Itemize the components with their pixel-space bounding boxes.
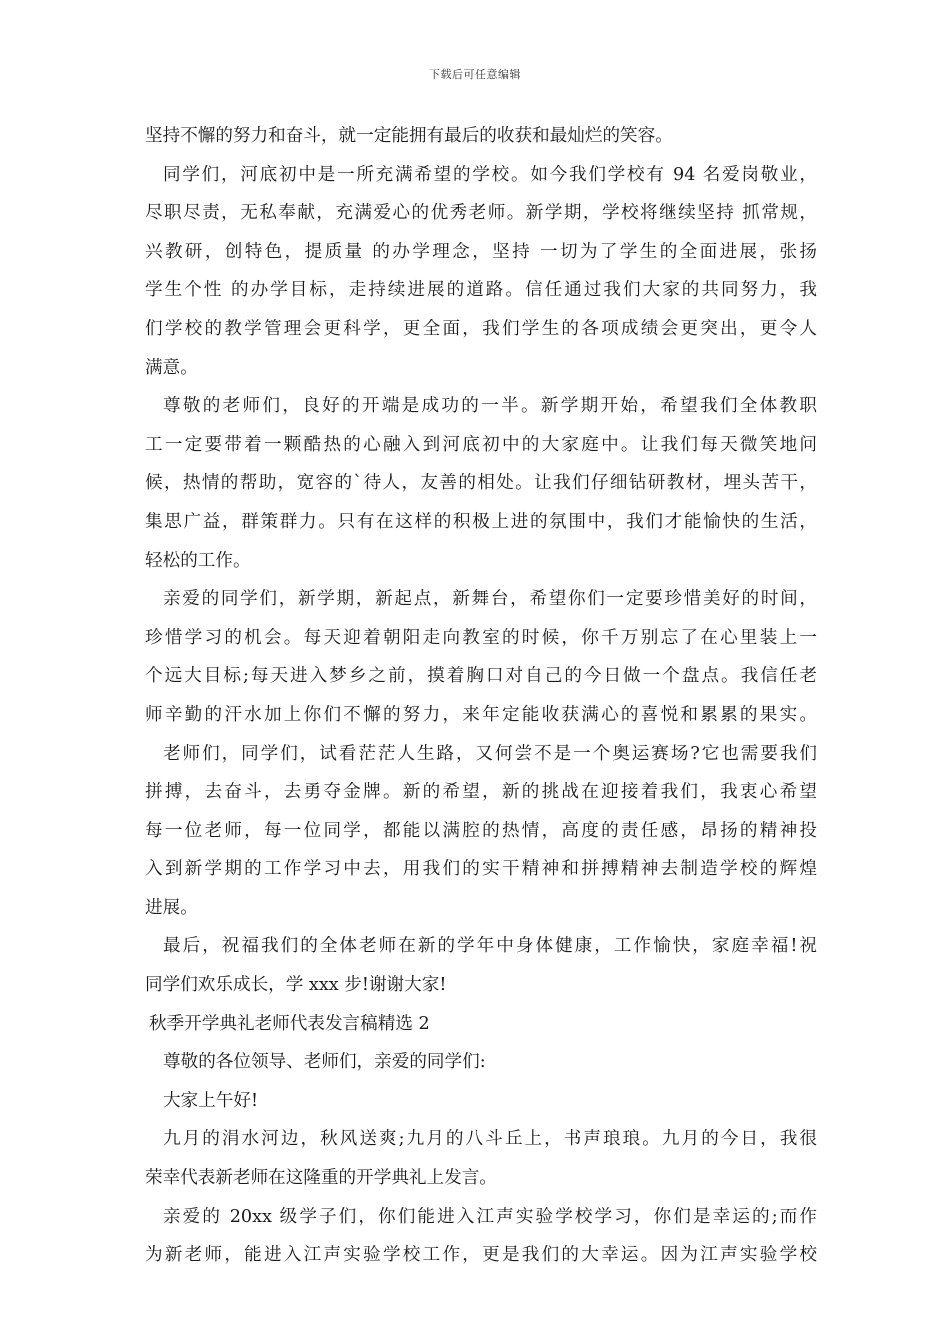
page-header: 下载后可任意编辑 xyxy=(429,68,521,81)
section-title: 秋季开学典礼老师代表发言稿精选 2 xyxy=(149,1013,430,1034)
text-line: 大家上午好! xyxy=(163,1090,259,1111)
text-line: 集思广益，群策群力。只有在这样的积极上进的氛围中，我们才能愉快的生活， xyxy=(145,511,817,532)
text-line: 尊敬的老师们，良好的开端是成功的一半。新学期开始，希望我们全体教职 xyxy=(163,396,817,417)
text-line: 进展。 xyxy=(145,897,198,918)
text-line: 坚持不懈的努力和奋斗，就一定能拥有最后的收获和最灿烂的笑容。 xyxy=(145,126,673,146)
text-line: 工一定要带着一颗酷热的心融入到河底初中的大家庭中。让我们每天微笑地问 xyxy=(145,434,817,455)
text-line: 师辛勤的汗水加上你们不懈的努力，来年定能收获满心的喜悦和累累的果实。 xyxy=(145,704,817,725)
text-line: 同学们欢乐成长，学 xxx 步!谢谢大家! xyxy=(145,975,447,996)
text-line: 为新老师，能进入江声实验学校工作，更是我们的大幸运。因为江声实验学校 xyxy=(145,1245,817,1266)
document-body xyxy=(145,117,817,1275)
text-line: 入到新学期的工作学习中去，用我们的实干精神和拼搏精神去制造学校的辉煌 xyxy=(145,859,817,880)
text-line: 拼搏，去奋斗，去勇夺金牌。新的希望，新的挑战在迎接着我们，我衷心希望 xyxy=(145,782,817,803)
text-line: 同学们，河底初中是一所充满希望的学校。如今我们学校有 94 名爱岗敬业， xyxy=(163,164,817,185)
text-line: 尊敬的各位领导、老师们，亲爱的同学们: xyxy=(163,1052,486,1073)
text-line: 候，热情的帮助，宽容的`待人，友善的相处。让我们仔细钻研教材，埋头苦干， xyxy=(145,473,817,494)
text-line: 兴教研，创特色，提质量 的办学理念，坚持 一切为了学生的全面进展，张扬 xyxy=(145,241,817,262)
text-line: 荣幸代表新老师在这隆重的开学典礼上发言。 xyxy=(145,1168,497,1189)
text-line: 老师们，同学们，试看茫茫人生路，又何尝不是一个奥运赛场?它也需要我们 xyxy=(163,743,817,764)
text-line: 轻松的工作。 xyxy=(145,550,251,571)
text-line: 亲爱的同学们，新学期，新起点，新舞台，希望你们一定要珍惜美好的时间， xyxy=(163,589,817,610)
text-line: 亲爱的 20xx 级学子们，你们能进入江声实验学校学习，你们是幸运的;而作 xyxy=(163,1206,817,1227)
text-line: 最后，祝福我们的全体老师在新的学年中身体健康，工作愉快，家庭幸福!祝 xyxy=(163,936,817,957)
text-line: 九月的涓水河边，秋风送爽;九月的八斗丘上，书声琅琅。九月的今日，我很 xyxy=(163,1129,817,1150)
text-line: 们学校的教学管理会更科学，更全面，我们学生的各项成绩会更突出，更令人 xyxy=(145,318,817,339)
text-line: 珍惜学习的机会。每天迎着朝阳走向教室的时候，你千万别忘了在心里装上一 xyxy=(145,627,817,648)
text-line: 尽职尽责，无私奉献，充满爱心的优秀老师。新学期，学校将继续坚持 抓常规， xyxy=(145,203,817,224)
text-line: 满意。 xyxy=(145,357,198,378)
text-line: 学生个性 的办学目标，走持续进展的道路。信任通过我们大家的共同努力，我 xyxy=(145,280,817,301)
text-line: 个远大目标;每天进入梦乡之前，摸着胸口对自己的今日做一个盘点。我信任老 xyxy=(145,666,817,687)
text-line: 每一位老师，每一位同学，都能以满腔的热情，高度的责任感，昂扬的精神投 xyxy=(145,820,817,841)
